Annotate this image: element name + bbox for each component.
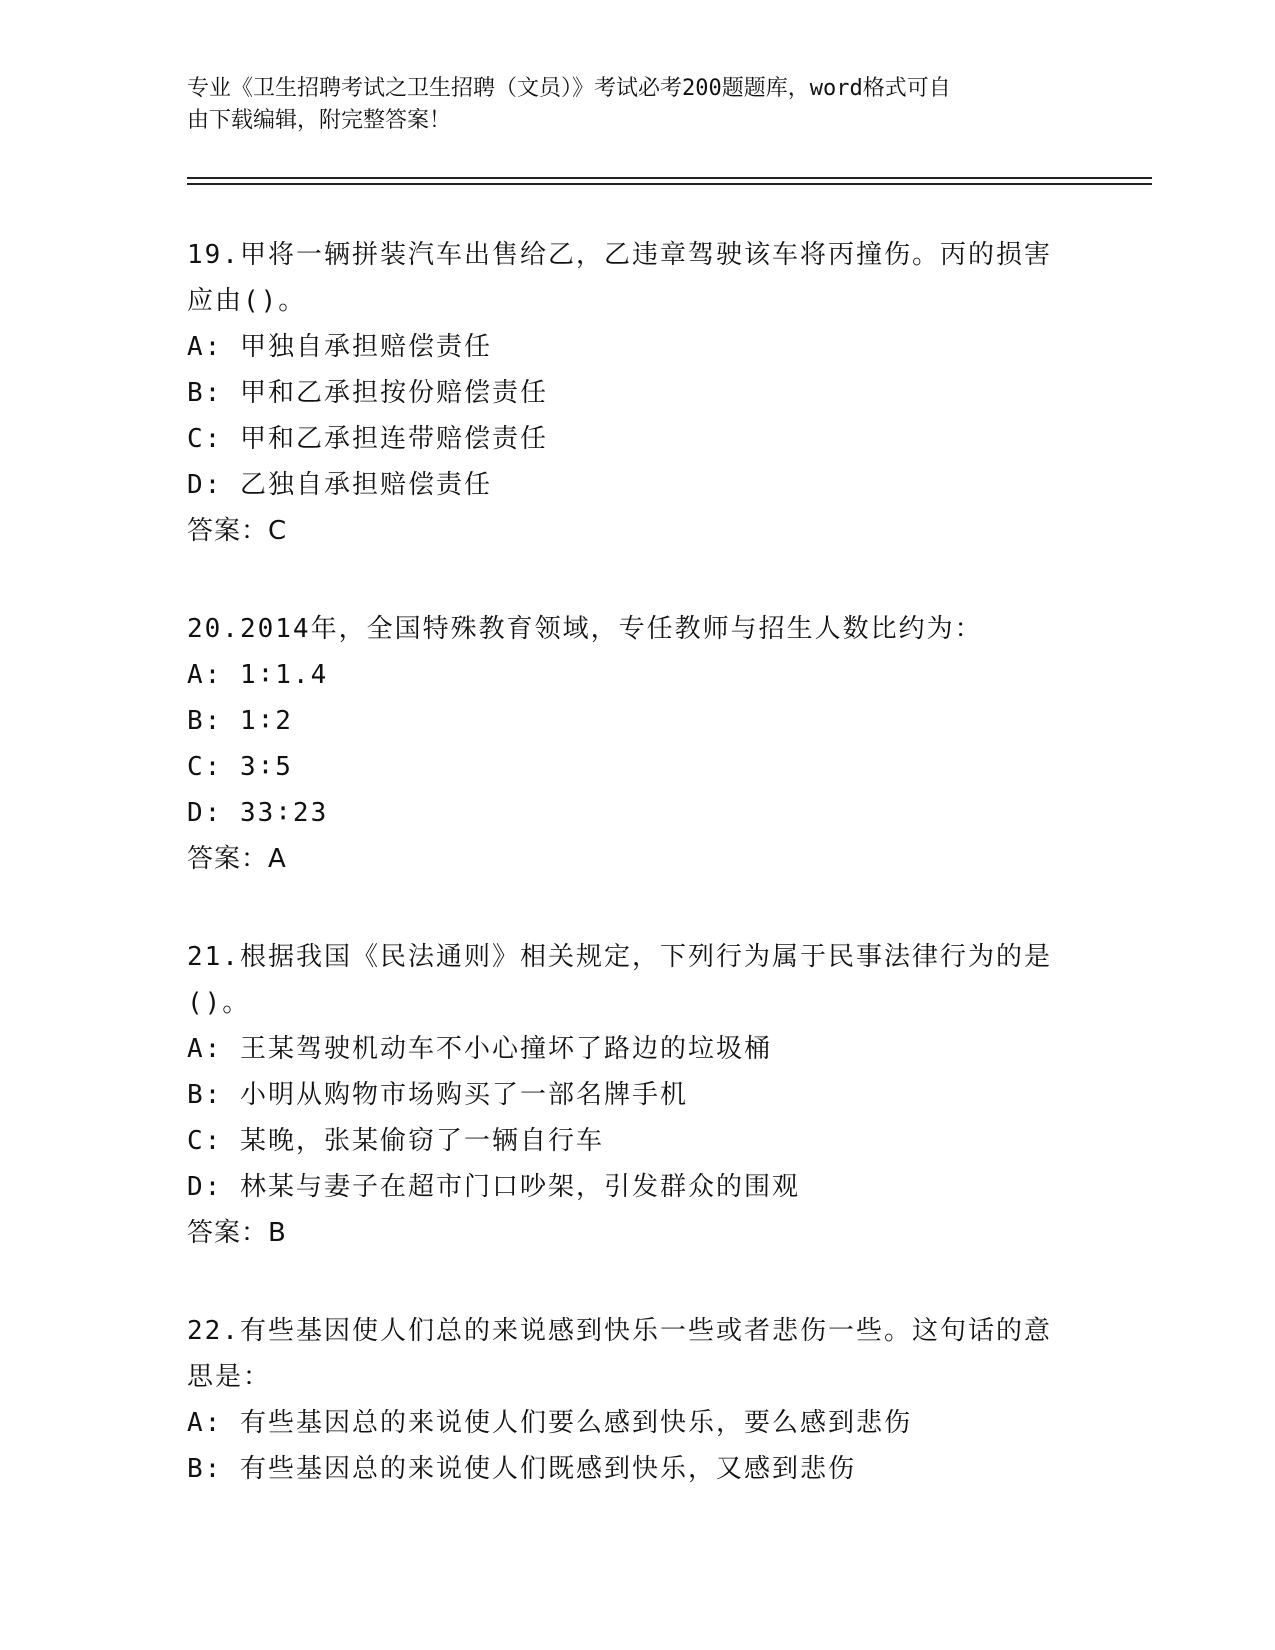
document-header [187, 73, 1067, 137]
question-stem: 21.根据我国《民法通则》相关规定，下列行为属于民事法律行为的是 [187, 942, 1052, 972]
question-20 [187, 606, 1087, 882]
option-d: D: 林某与妻子在超市门口吵架，引发群众的围观 [187, 1172, 800, 1202]
question-stem: 20.2014年，全国特殊教育领域，专任教师与招生人数比约为： [187, 614, 983, 644]
header-divider-bottom [187, 183, 1152, 185]
option-a: A: 王某驾驶机动车不小心撞坏了路边的垃圾桶 [187, 1034, 772, 1064]
header-divider-top [187, 177, 1152, 179]
question-19 [187, 232, 1087, 554]
option-b: B: 小明从购物市场购买了一部名牌手机 [187, 1080, 688, 1110]
answer-line: 答案：C [187, 516, 288, 546]
option-a: A: 有些基因总的来说使人们要么感到快乐，要么感到悲伤 [187, 1408, 912, 1438]
option-d: D: 33∶23 [187, 798, 329, 828]
option-d: D: 乙独自承担赔偿责任 [187, 470, 492, 500]
header-line-2: 由下载编辑，附完整答案！ [187, 108, 452, 133]
question-22 [187, 1308, 1087, 1492]
option-c: C: 3∶5 [187, 752, 293, 782]
question-stem-cont: 应由()。 [187, 286, 307, 316]
question-stem-cont: ()。 [187, 988, 251, 1018]
option-b: B: 有些基因总的来说使人们既感到快乐，又感到悲伤 [187, 1454, 856, 1484]
question-stem: 22.有些基因使人们总的来说感到快乐一些或者悲伤一些。这句话的意 [187, 1316, 1052, 1346]
header-line-1: 专业《卫生招聘考试之卫生招聘（文员）》考试必考200题题库，word格式可自 [187, 76, 951, 101]
question-list [187, 232, 1087, 1544]
question-stem-cont: 思是： [187, 1362, 272, 1392]
option-c: C: 甲和乙承担连带赔偿责任 [187, 424, 548, 454]
option-c: C: 某晚，张某偷窃了一辆自行车 [187, 1126, 604, 1156]
option-b: B: 1∶2 [187, 706, 293, 736]
question-21 [187, 934, 1087, 1256]
question-stem: 19.甲将一辆拼装汽车出售给乙，乙违章驾驶该车将丙撞伤。丙的损害 [187, 240, 1052, 270]
answer-line: 答案：A [187, 844, 287, 874]
option-b: B: 甲和乙承担按份赔偿责任 [187, 378, 548, 408]
option-a: A: 1∶1.4 [187, 660, 329, 690]
option-a: A: 甲独自承担赔偿责任 [187, 332, 492, 362]
answer-line: 答案：B [187, 1218, 287, 1248]
